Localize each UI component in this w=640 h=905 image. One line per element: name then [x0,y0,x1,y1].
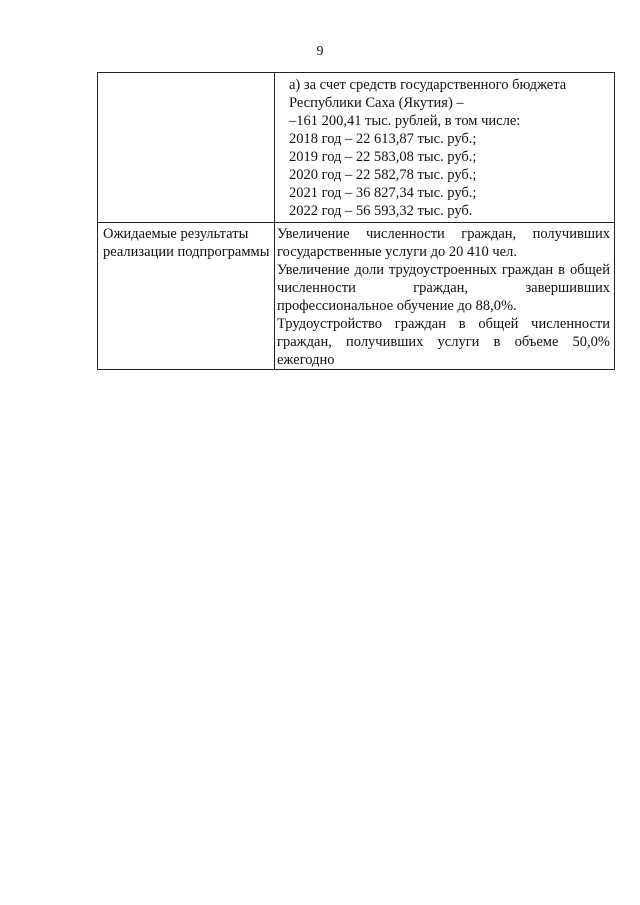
funding-line: 2019 год – 22 583,08 тыс. руб.; [289,149,477,165]
funding-line: –161 200,41 тыс. рублей, в том числе: [289,113,521,129]
funding-line: 2021 год – 36 827,34 тыс. руб.; [289,185,477,201]
funding-line: а) за счет средств государственного бюджета [289,77,567,93]
results-label: Ожидаемые результаты реализации подпрограммы [103,226,270,260]
funding-value-cell [275,73,615,223]
funding-line: Республики Саха (Якутия) – [289,95,464,111]
page-number: 9 [316,44,324,59]
funding-label-cell [98,73,275,223]
funding-line: 2018 год – 22 613,87 тыс. руб.; [289,131,477,147]
results-label-cell [98,223,275,370]
results-paragraph: Увеличение численности граждан, получивших государственные услуги до 20 410 чел. [277,226,610,260]
funding-line: 2022 год – 56 593,32 тыс. руб. [289,203,473,219]
table-row-funding [98,73,615,223]
results-value-cell [275,223,615,370]
subprogram-passport-table [97,72,615,370]
funding-line: 2020 год – 22 582,78 тыс. руб.; [289,167,477,183]
results-paragraph: Увеличение доли трудоустроенных граждан в общей численности граждан, завершивших профессиональное обучение до 88,0%. [277,262,610,314]
results-paragraph: Трудоустройство граждан в общей численности граждан, получивших услуги в объеме 50,0% ежегодно [277,316,610,368]
table-row-results [98,223,615,370]
